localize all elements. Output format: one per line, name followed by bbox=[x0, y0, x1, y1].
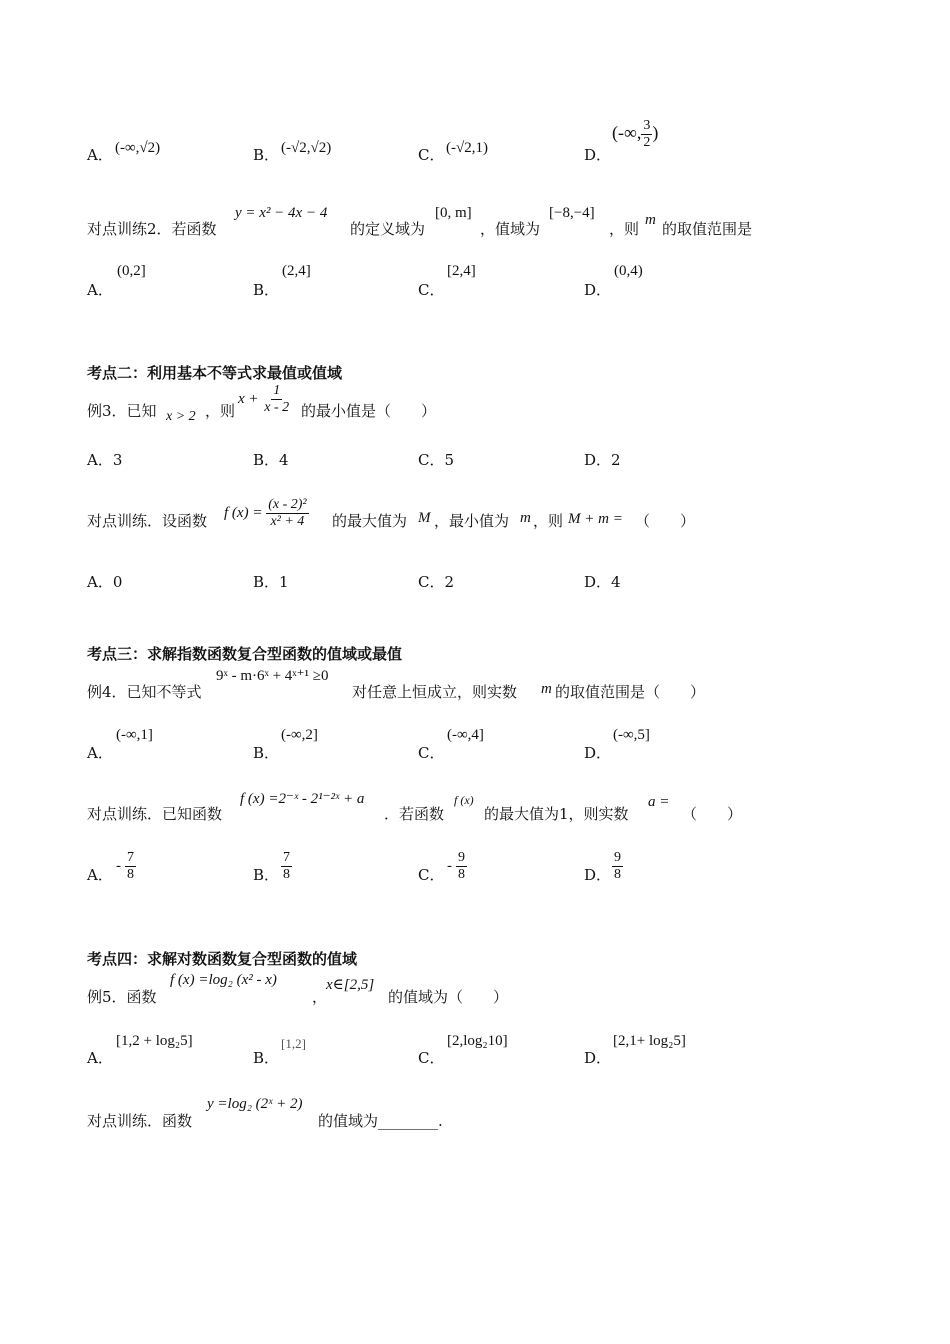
q2-mid2: ，值域为 bbox=[480, 220, 541, 238]
s3t-b-frac bbox=[281, 850, 292, 883]
s2t-mid: 的最大值为 bbox=[332, 512, 408, 530]
ex3-den: x - 2 bbox=[264, 400, 290, 415]
ex3-pre: 例3．已知 bbox=[87, 402, 157, 420]
ex4-expr: 9ˣ - m·6ˣ + 4ˣ⁺¹ ≥0 bbox=[216, 668, 329, 684]
ex5-option-c: [2,log₂10] bbox=[447, 1033, 508, 1049]
ex5-sep: ， bbox=[312, 988, 328, 1006]
ex5-pre: 例5．函数 bbox=[87, 988, 157, 1006]
s2t-mid2: ，最小值为 bbox=[434, 512, 510, 530]
s3t-c-den: 8 bbox=[458, 867, 465, 882]
q1-d-pre: (-∞, bbox=[612, 122, 642, 143]
s3t-option-d-label: D． bbox=[584, 866, 612, 884]
q2-option-a: (0,2] bbox=[117, 263, 146, 279]
s3t-option-d bbox=[612, 850, 623, 883]
s2t-option-d: D．4 bbox=[584, 573, 621, 591]
s3t-func: f (x) =2⁻ˣ - 2¹⁻²ˣ + a bbox=[240, 791, 365, 807]
ex4-option-c: (-∞,4] bbox=[447, 727, 484, 743]
ex4-pre: 例4．已知不等式 bbox=[87, 683, 202, 701]
ex5-func: f (x) =log₂ (x² - x) bbox=[170, 972, 277, 988]
q1-option-c-label: C． bbox=[418, 146, 445, 164]
q2-option-c: [2,4] bbox=[447, 263, 476, 279]
s4t-post: 的值域为________. bbox=[318, 1112, 443, 1130]
s2t-option-a: A．0 bbox=[87, 573, 123, 591]
q1-option-d-label: D． bbox=[584, 146, 612, 164]
ex4-option-c-label: C． bbox=[418, 744, 445, 762]
q2-post: 的取值范围是 bbox=[662, 220, 753, 238]
ex4-option-d: (-∞,5] bbox=[613, 727, 650, 743]
s3t-mid2: 的最大值为1，则实数 bbox=[484, 805, 629, 823]
ex5-option-b-label: B． bbox=[253, 1049, 280, 1067]
q1-d-post: ) bbox=[652, 122, 659, 143]
q2-mid3: ，则 bbox=[609, 220, 640, 238]
ex5-post: 的值域为（ ） bbox=[388, 988, 509, 1006]
q2-mid1: 的定义域为 bbox=[350, 220, 426, 238]
q2-option-b: (2,4] bbox=[282, 263, 311, 279]
s2t-M: M bbox=[418, 510, 431, 526]
ex4-option-a: (-∞,1] bbox=[116, 727, 153, 743]
ex5-option-c-label: C． bbox=[418, 1049, 445, 1067]
q2-pre: 对点训练2．若函数 bbox=[87, 220, 217, 238]
s3t-fx: f (x) bbox=[454, 793, 474, 807]
ex4-post2: 的取值范围是（ ） bbox=[555, 683, 706, 701]
s3t-option-a bbox=[116, 850, 136, 883]
q2-var-m: m bbox=[645, 212, 656, 228]
section3-heading: 考点三：求解指数函数复合型函数的值域或最值 bbox=[87, 645, 403, 663]
s2t-num: (x - 2)² bbox=[268, 497, 307, 512]
s2t-func-lhs: f (x) = bbox=[224, 504, 263, 521]
s3t-option-a-label: A． bbox=[87, 866, 113, 884]
q2-option-d: (0,4) bbox=[614, 263, 643, 279]
s3t-post: （ ） bbox=[682, 805, 743, 823]
q1-option-c-expr: (-√2,1) bbox=[446, 140, 488, 156]
s2t-frac bbox=[266, 497, 308, 530]
s2t-m: m bbox=[520, 510, 531, 526]
q1-d-den: 2 bbox=[643, 135, 651, 150]
q2-option-c-label: C． bbox=[418, 281, 445, 299]
ex4-option-b: (-∞,2] bbox=[281, 727, 318, 743]
ex3-option-a: A．3 bbox=[87, 451, 123, 469]
s3t-c-sign: - bbox=[447, 857, 452, 874]
ex4-option-a-label: A． bbox=[87, 744, 113, 762]
q2-range: [−8,−4] bbox=[549, 205, 595, 221]
s3t-option-c-label: C． bbox=[418, 866, 445, 884]
s4t-func: y =log₂ (2ˣ + 2) bbox=[207, 1096, 303, 1112]
s3t-d-frac bbox=[612, 850, 623, 883]
s2t-func bbox=[224, 497, 309, 530]
q2-option-b-label: B． bbox=[253, 281, 280, 299]
s3t-b-num: 7 bbox=[283, 850, 290, 865]
s3t-b-den: 8 bbox=[283, 867, 290, 882]
ex5-option-a-label: A． bbox=[87, 1049, 113, 1067]
s2t-mid3: ，则 bbox=[533, 512, 564, 530]
ex3-frac bbox=[262, 383, 291, 416]
s3t-d-num: 9 bbox=[614, 850, 621, 865]
q2-option-d-label: D． bbox=[584, 281, 612, 299]
ex3-expr-x: x + bbox=[238, 390, 259, 407]
q2-func: y = x² − 4x − 4 bbox=[235, 205, 328, 221]
ex3-option-b: B．4 bbox=[253, 451, 289, 469]
ex3-option-c: C．5 bbox=[418, 451, 455, 469]
ex4-var-m: m bbox=[541, 681, 552, 697]
s3t-a-den: 8 bbox=[127, 867, 134, 882]
ex3-expr bbox=[238, 383, 291, 416]
s3t-option-b-label: B． bbox=[253, 866, 280, 884]
s2t-expr: M + m = bbox=[568, 511, 623, 527]
s2t-option-b: B．1 bbox=[253, 573, 289, 591]
s3t-option-c bbox=[447, 850, 467, 883]
s4t-pre: 对点训练．函数 bbox=[87, 1112, 193, 1130]
q1-option-a-label: A． bbox=[87, 146, 113, 164]
ex3-cond: x > 2 bbox=[166, 409, 196, 424]
ex3-num: 1 bbox=[273, 383, 281, 398]
q1-option-d-expr bbox=[612, 118, 658, 151]
s2t-post: （ ） bbox=[635, 512, 696, 530]
s3t-mid: ．若函数 bbox=[384, 805, 445, 823]
ex3-option-d: D．2 bbox=[584, 451, 621, 469]
ex4-post: 对任意上恒成立，则实数 bbox=[352, 683, 518, 701]
q1-option-b-expr: (-√2,√2) bbox=[281, 140, 332, 156]
q1-d-num: 3 bbox=[643, 118, 651, 133]
s3t-c-num: 9 bbox=[458, 850, 465, 865]
ex3-post: 的最小值是（ ） bbox=[301, 402, 437, 420]
s3t-pre: 对点训练．已知函数 bbox=[87, 805, 223, 823]
s3t-c-frac bbox=[456, 850, 467, 883]
q1-option-a-expr: (-∞,√2) bbox=[115, 140, 161, 156]
q2-domain: [0, m] bbox=[435, 205, 472, 221]
ex5-option-d-label: D． bbox=[584, 1049, 612, 1067]
ex4-option-d-label: D． bbox=[584, 744, 612, 762]
q1-option-b-label: B． bbox=[253, 146, 280, 164]
s3t-a: a = bbox=[648, 794, 670, 810]
s2t-pre: 对点训练．设函数 bbox=[87, 512, 208, 530]
q1-d-frac bbox=[641, 118, 652, 151]
section2-heading: 考点二：利用基本不等式求最值或值域 bbox=[87, 364, 343, 382]
s3t-a-frac bbox=[125, 850, 136, 883]
ex5-dom: x∈[2,5] bbox=[326, 977, 375, 993]
q2-option-a-label: A． bbox=[87, 281, 113, 299]
s3t-a-num: 7 bbox=[127, 850, 134, 865]
s2t-den: x² + 4 bbox=[270, 514, 305, 529]
ex3-mid: ，则 bbox=[205, 402, 236, 420]
ex4-option-b-label: B． bbox=[253, 744, 280, 762]
ex5-option-a: [1,2 + log₂5] bbox=[116, 1033, 193, 1049]
ex5-option-b: [1,2] bbox=[281, 1036, 306, 1051]
s3t-d-den: 8 bbox=[614, 867, 621, 882]
s2t-option-c: C．2 bbox=[418, 573, 455, 591]
section4-heading: 考点四：求解对数函数复合型函数的值域 bbox=[87, 950, 358, 968]
s3t-a-sign: - bbox=[116, 857, 121, 874]
ex5-option-d: [2,1+ log₂5] bbox=[613, 1033, 686, 1049]
s3t-option-b bbox=[281, 850, 292, 883]
